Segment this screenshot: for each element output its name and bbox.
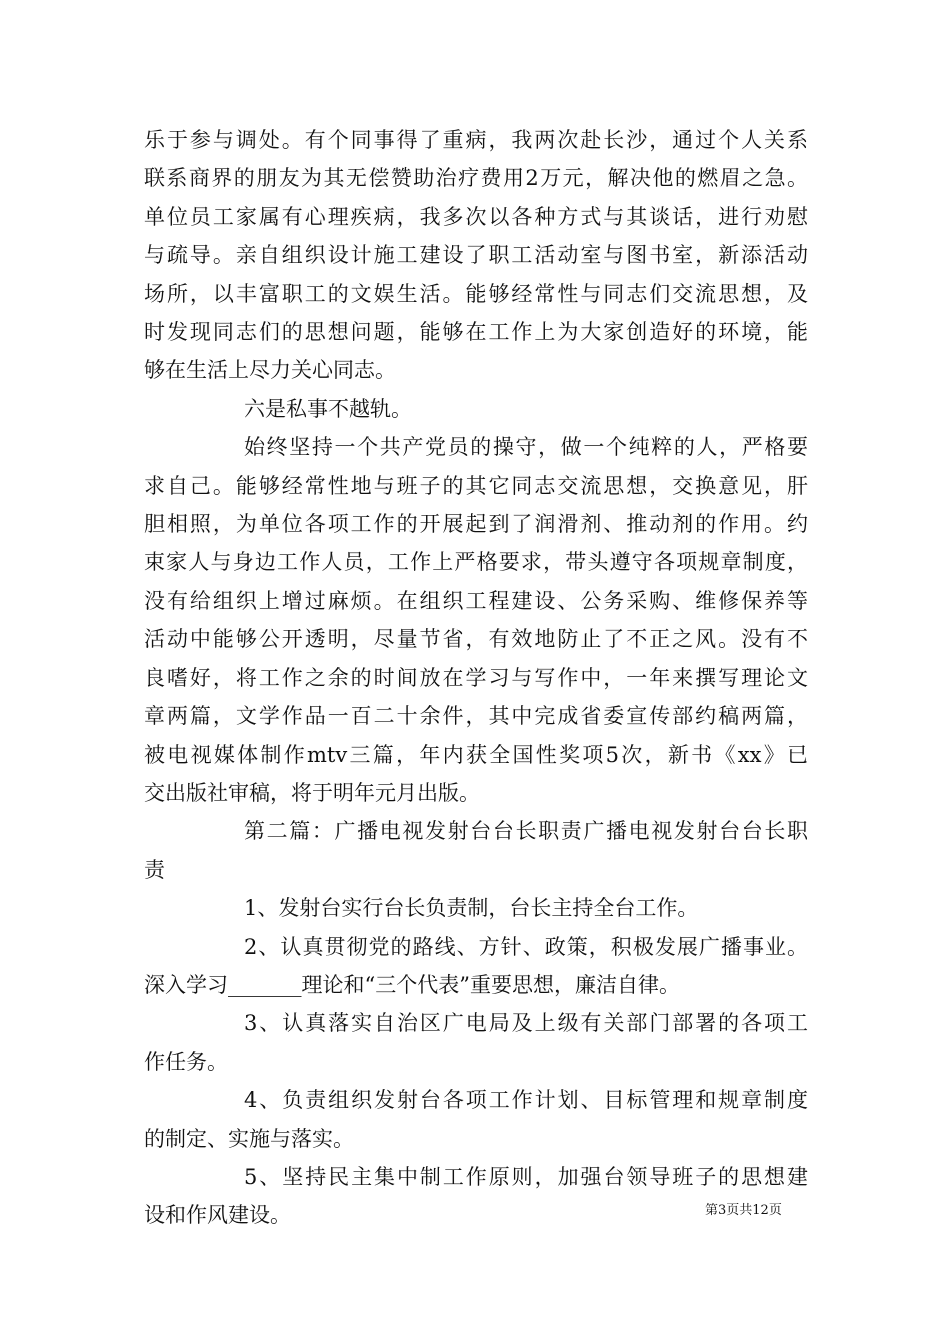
text-line: 作任务。 — [144, 1049, 228, 1074]
text-line: 单位员工家属有心理疾病，我多次以各种方式与其谈话，进行劝慰 — [144, 204, 808, 229]
duty-item-1 — [144, 889, 808, 927]
duty-item-4 — [144, 1081, 808, 1158]
paragraph-integrity — [144, 428, 808, 812]
text-line: 活动中能够公开透明，尽量节省，有效地防止了不正之风。没有不 — [144, 627, 808, 652]
text-line: 2、认真贯彻党的路线、方针、政策，积极发展广播事业。 — [244, 934, 808, 959]
duty-item-3 — [144, 1004, 808, 1081]
section-heading-six — [144, 390, 808, 428]
text-line: 胆相照，为单位各项工作的开展起到了润滑剂、推动剂的作用。约 — [144, 512, 808, 537]
text-line: 责 — [144, 857, 165, 882]
text-line: 时发现同志们的思想问题，能够在工作上为大家创造好的环境，能 — [144, 320, 808, 345]
page-number-footer: 第3页共12页 — [705, 1203, 782, 1218]
text-line: 六是私事不越轨。 — [244, 396, 412, 421]
text-line: 联系商界的朋友为其无偿赞助治疗费用2万元，解决他的燃眉之急。 — [144, 166, 808, 191]
text-line: 交出版社审稿，将于明年元月出版。 — [144, 780, 480, 805]
text-line: 章两篇，文学作品一百二十余件，其中完成省委宣传部约稿两篇， — [144, 704, 808, 729]
paragraph-mediation — [144, 121, 808, 390]
text-line: 场所，以丰富职工的文娱生活。能够经常性与同志们交流思想，及 — [144, 281, 808, 306]
text-line: 1、发射台实行台长负责制，台长主持全台工作。 — [244, 896, 699, 921]
text-line: 与疏导。亲自组织设计施工建设了职工活动室与图书室，新添活动 — [144, 243, 808, 268]
text-line: 第二篇：广播电视发射台台长职责广播电视发射台台长职 — [244, 819, 808, 844]
text-line: 求自己。能够经常性地与班子的其它同志交流思想，交换意见，肝 — [144, 473, 808, 498]
text-line: 被电视媒体制作mtv三篇，年内获全国性奖项5次，新书《xx》已 — [144, 742, 808, 767]
text-line: 够在生活上尽力关心同志。 — [144, 358, 396, 383]
text-line: 始终坚持一个共产党员的操守，做一个纯粹的人，严格要 — [244, 435, 808, 460]
duty-item-5 — [144, 1158, 808, 1235]
text-line: 束家人与身边工作人员，工作上严格要求，带头遵守各项规章制度， — [144, 550, 808, 575]
text-line: 乐于参与调处。有个同事得了重病，我两次赴长沙，通过个人关系 — [144, 128, 808, 152]
text-line: 没有给组织上增过麻烦。在组织工程建设、公务采购、维修保养等 — [144, 588, 808, 613]
text-line: 4、负责组织发射台各项工作计划、目标管理和规章制度 — [244, 1088, 808, 1113]
text-line: 3、认真落实自治区广电局及上级有关部门部署的各项工 — [244, 1011, 808, 1036]
text-line: 的制定、实施与落实。 — [144, 1126, 354, 1151]
document-body — [144, 121, 808, 1235]
text-line: 良嗜好，将工作之余的时间放在学习与写作中，一年来撰写理论文 — [144, 665, 808, 690]
duty-item-2 — [144, 928, 808, 1005]
text-line: 深入学习_______理论和“三个代表”重要思想，廉洁自律。 — [144, 972, 680, 997]
text-line: 5、坚持民主集中制工作原则，加强台领导班子的思想建 — [244, 1164, 808, 1189]
article-title-second — [144, 812, 808, 889]
text-line: 设和作风建设。 — [144, 1203, 291, 1228]
